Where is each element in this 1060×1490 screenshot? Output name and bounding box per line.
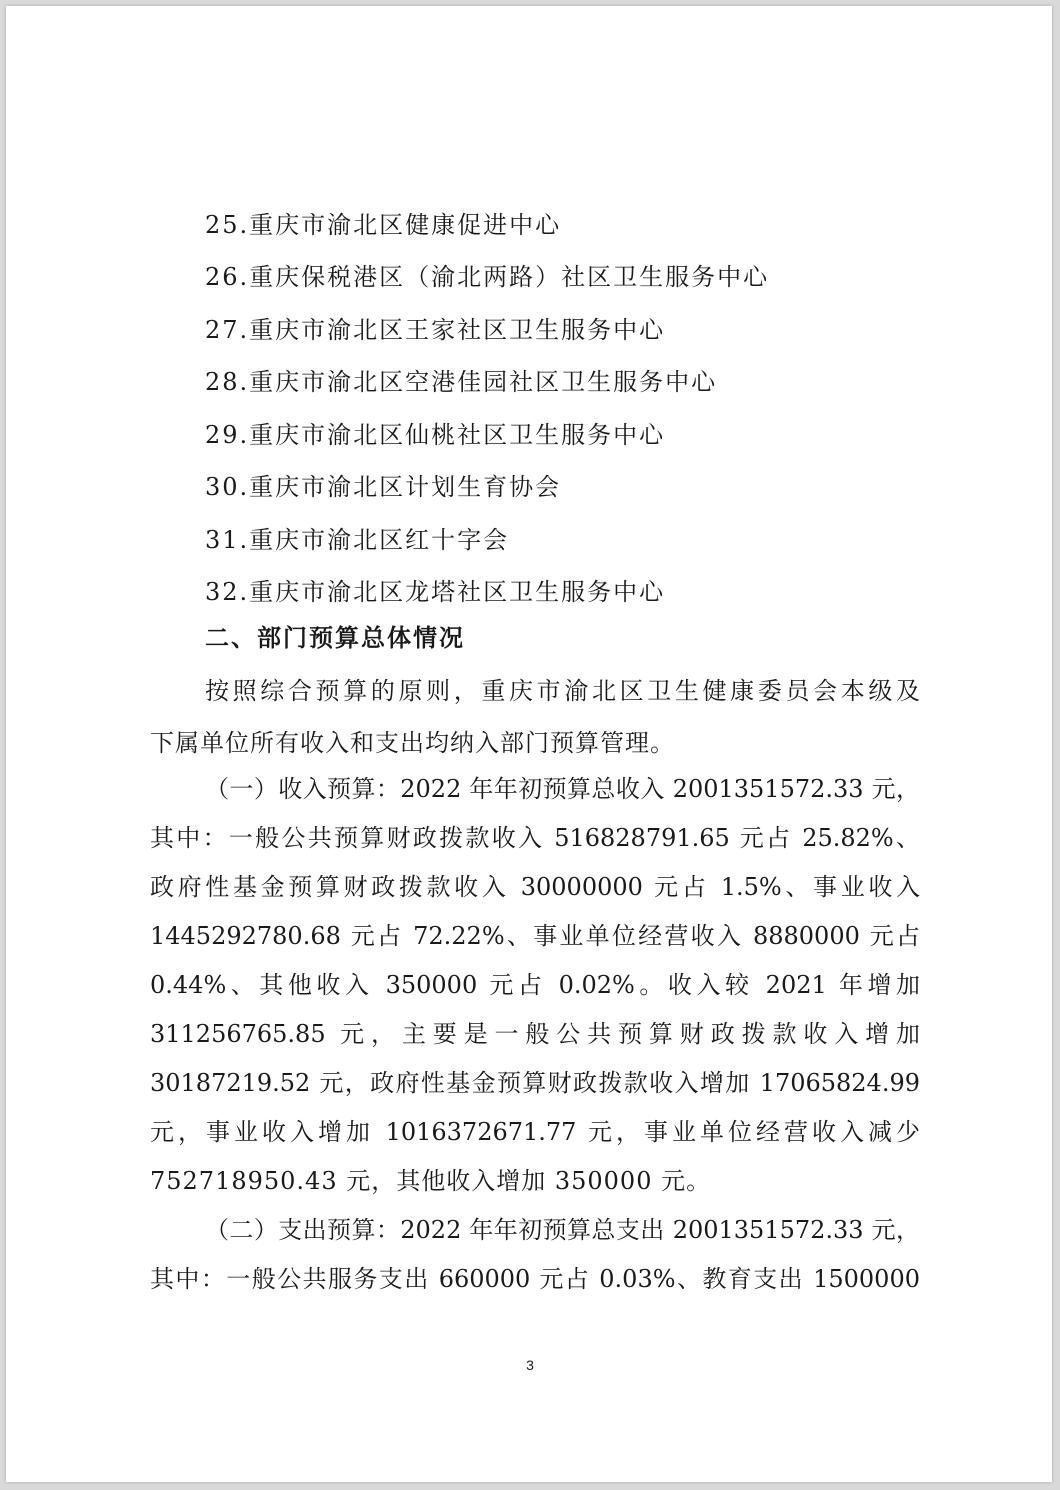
income-line: 752718950.43 元，其他收入增加 350000 元。 bbox=[150, 1167, 712, 1195]
income-line: 其中：一般公共预算财政拨款收入 516828791.65 元占 25.82%、 bbox=[150, 824, 920, 852]
page-number: 3 bbox=[526, 1357, 534, 1373]
org-list-item: 27.重庆市渝北区王家社区卫生服务中心 bbox=[205, 316, 666, 344]
income-line: （一）收入预算：2022 年年初预算总收入 2001351572.33 元， bbox=[205, 775, 920, 803]
income-line: 政府性基金预算财政拨款收入 30000000 元占 1.5%、事业收入 bbox=[150, 873, 920, 901]
org-list-item: 30.重庆市渝北区计划生育协会 bbox=[205, 473, 562, 501]
intro-line: 按照综合预算的原则，重庆市渝北区卫生健康委员会本级及 bbox=[205, 677, 920, 705]
section-heading: 二、部门预算总体情况 bbox=[205, 624, 465, 652]
org-list-item: 28.重庆市渝北区空港佳园社区卫生服务中心 bbox=[205, 368, 718, 396]
org-list-item: 25.重庆市渝北区健康促进中心 bbox=[205, 211, 562, 239]
org-list-item: 29.重庆市渝北区仙桃社区卫生服务中心 bbox=[205, 421, 666, 449]
income-line: 1445292780.68 元占 72.22%、事业单位经营收入 8880000 元占 bbox=[150, 922, 920, 950]
income-line: 30187219.52 元，政府性基金预算财政拨款收入增加 17065824.99 bbox=[150, 1069, 920, 1097]
expense-line: （二）支出预算：2022 年年初预算总支出 2001351572.33 元， bbox=[205, 1216, 920, 1244]
org-list-item: 26.重庆保税港区（渝北两路）社区卫生服务中心 bbox=[205, 263, 770, 291]
income-line: 311256765.85 元，主要是一般公共预算财政拨款收入增加 bbox=[150, 1020, 920, 1048]
intro-line: 下属单位所有收入和支出均纳入部门预算管理。 bbox=[150, 729, 675, 757]
org-list-item: 31.重庆市渝北区红十字会 bbox=[205, 526, 510, 554]
org-list-item: 32.重庆市渝北区龙塔社区卫生服务中心 bbox=[205, 578, 666, 606]
expense-line: 其中：一般公共服务支出 660000 元占 0.03%、教育支出 1500000 bbox=[150, 1265, 920, 1293]
income-line: 0.44%、其他收入 350000 元占 0.02%。收入较 2021 年增加 bbox=[150, 971, 920, 999]
income-line: 元，事业收入增加 1016372671.77 元，事业单位经营收入减少 bbox=[150, 1118, 920, 1146]
